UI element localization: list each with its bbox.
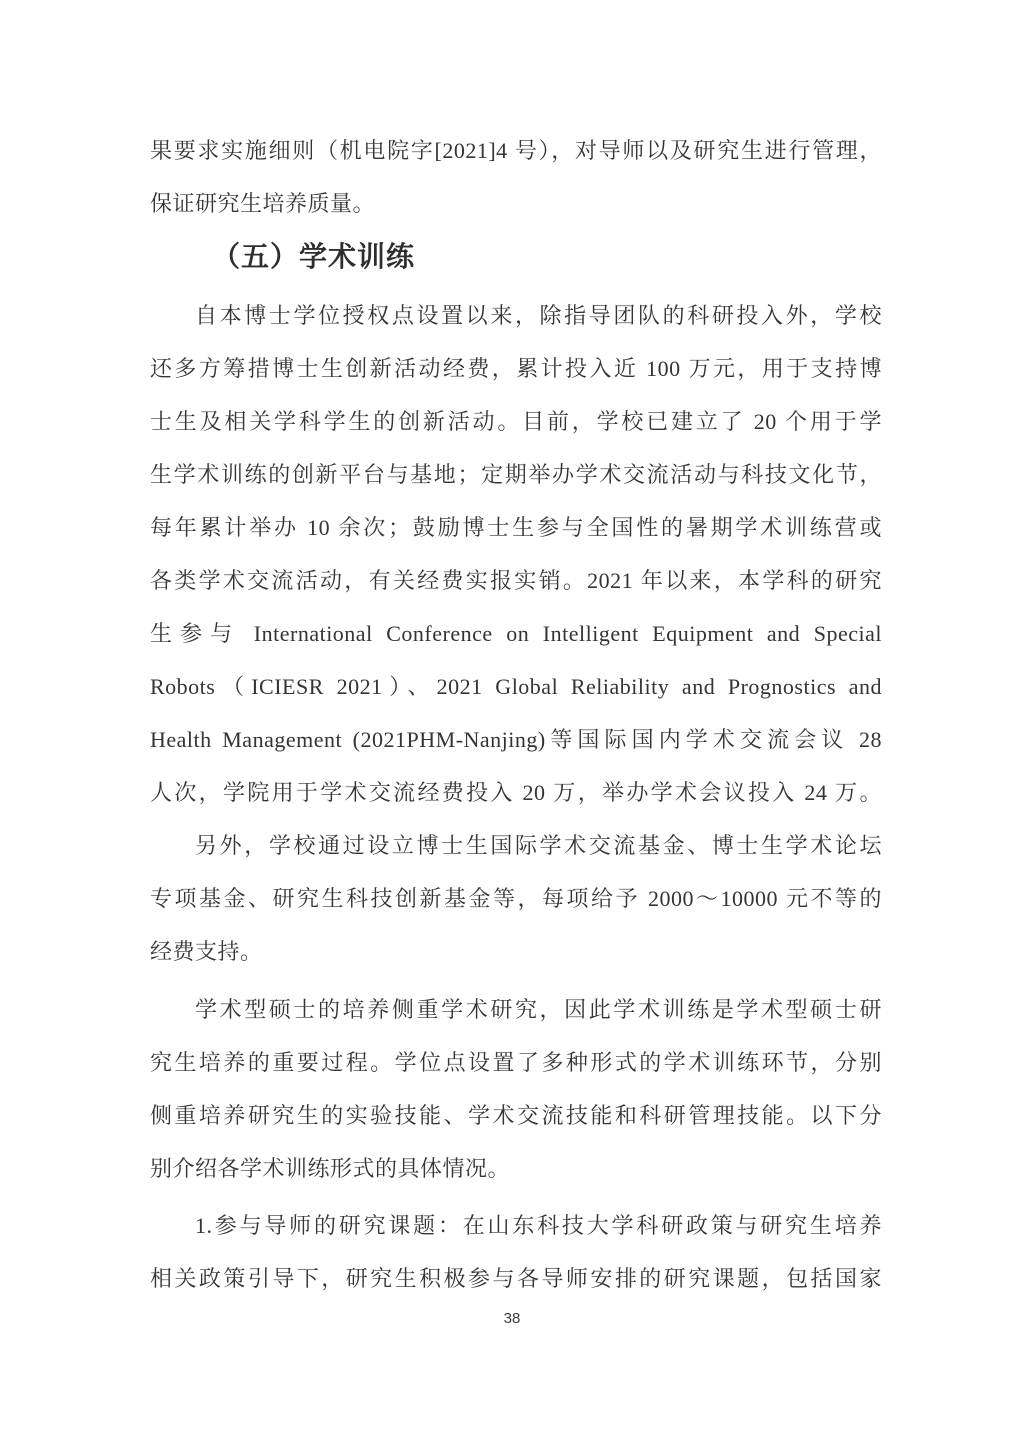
text-line: 各类学术交流活动，有关经费实报实销。2021 年以来，本学科的研究 bbox=[150, 568, 882, 593]
section-heading: （五）学术训练 bbox=[212, 242, 416, 273]
text-line: 相关政策引导下，研究生积极参与各导师安排的研究课题，包括国家 bbox=[150, 1266, 882, 1291]
text-block bbox=[150, 124, 882, 1305]
text-line: 专项基金、研究生科技创新基金等，每项给予 2000～10000 元不等的 bbox=[150, 886, 882, 911]
text-line: 生学术训练的创新平台与基地；定期举办学术交流活动与科技文化节， bbox=[150, 462, 882, 487]
page-number: 38 bbox=[503, 1310, 521, 1327]
text-line: 还多方筹措博士生创新活动经费，累计投入近 100 万元，用于支持博 bbox=[150, 356, 882, 381]
text-line: 究生培养的重要过程。学位点设置了多种形式的学术训练环节，分别 bbox=[150, 1050, 882, 1075]
text-line: 另外，学校通过设立博士生国际学术交流基金、博士生学术论坛 bbox=[195, 833, 882, 858]
text-line: 生参与 International Conference on Intelligent Equipment and Special bbox=[150, 621, 882, 646]
text-line: 1.参与导师的研究课题：在山东科技大学科研政策与研究生培养 bbox=[195, 1213, 882, 1238]
text-line: 士生及相关学科学生的创新活动。目前，学校已建立了 20 个用于学 bbox=[150, 409, 882, 434]
text-line: Health Management (2021PHM-Nanjing)等国际国内学术交流会议 28 bbox=[150, 727, 882, 752]
text-line: 经费支持。 bbox=[150, 939, 263, 964]
text-line: 别介绍各学术训练形式的具体情况。 bbox=[150, 1156, 511, 1181]
text-line: 保证研究生培养质量。 bbox=[150, 191, 376, 216]
text-line: 学术型硕士的培养侧重学术研究，因此学术训练是学术型硕士研 bbox=[195, 997, 882, 1022]
text-line: 侧重培养研究生的实验技能、学术交流技能和科研管理技能。以下分 bbox=[150, 1103, 882, 1128]
text-line: 果要求实施细则（机电院字[2021]4 号），对导师以及研究生进行管理， bbox=[150, 138, 882, 163]
text-line: 自本博士学位授权点设置以来，除指导团队的科研投入外，学校 bbox=[195, 303, 882, 328]
text-line: Robots（ICIESR 2021）、2021 Global Reliability and Prognostics and bbox=[150, 674, 882, 699]
text-line: 每年累计举办 10 余次；鼓励博士生参与全国性的暑期学术训练营或 bbox=[150, 515, 882, 540]
text-line: 人次，学院用于学术交流经费投入 20 万，举办学术会议投入 24 万。 bbox=[150, 780, 882, 805]
